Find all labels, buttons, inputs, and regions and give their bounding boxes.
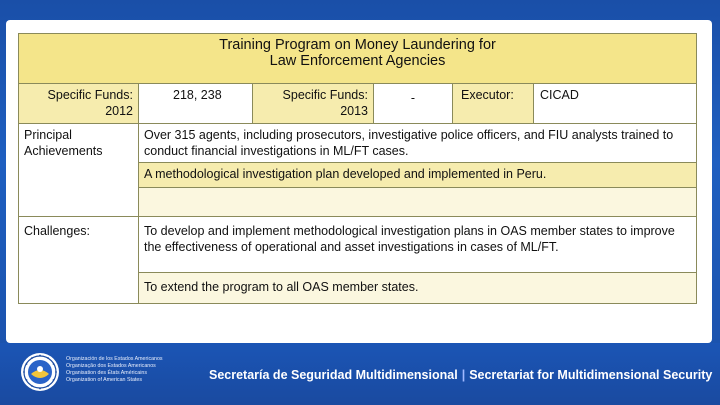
- challenges-label: Challenges:: [19, 217, 139, 304]
- title-line-1: Training Program on Money Laundering for: [219, 37, 496, 53]
- executor-label: Executor:: [453, 84, 534, 124]
- specific-funds-2012-label-line1: Specific Funds:: [47, 88, 133, 102]
- specific-funds-2012-value: 218, 238: [139, 84, 253, 124]
- achievement-item: A methodological investigation plan developed and implemented in Peru.: [139, 163, 697, 188]
- achievement-item-empty: [139, 188, 697, 217]
- program-table: [18, 33, 697, 304]
- specific-funds-2012-label: [19, 84, 139, 124]
- secretariat-es: Secretaría de Seguridad Multidimensional: [209, 368, 458, 382]
- org-name-pt: Organização dos Estados Americanos: [66, 363, 156, 369]
- org-name-fr: Organisation des États Américains: [66, 370, 147, 376]
- secretariat-separator: |: [461, 368, 466, 382]
- specific-funds-2013-value: -: [374, 84, 453, 124]
- achievements-label: [19, 124, 139, 217]
- specific-funds-2012-label-line2: 2012: [105, 104, 133, 118]
- specific-funds-2013-label: [253, 84, 374, 124]
- specific-funds-2013-label-line2: 2013: [340, 104, 368, 118]
- title-line-2: Law Enforcement Agencies: [269, 53, 446, 69]
- org-name-es: Organización de los Estados Americanos: [66, 356, 163, 362]
- oas-seal-icon: [20, 352, 60, 392]
- organization-names: [66, 356, 163, 384]
- secretariat-en: Secretariat for Multidimensional Security: [469, 368, 713, 382]
- secretariat-title: [209, 368, 712, 382]
- achievements-label-line2: Achievements: [24, 144, 103, 158]
- specific-funds-2013-label-line1: Specific Funds:: [282, 88, 368, 102]
- achievement-item: Over 315 agents, including prosecutors, investigative police officers, and FIU analysts trained to conduct financial investigations in ML/FT cases.: [139, 124, 697, 163]
- org-name-en: Organization of American States: [66, 377, 142, 383]
- challenge-item: To extend the program to all OAS member states.: [139, 273, 697, 304]
- table-title: [19, 34, 697, 84]
- achievements-label-line1: Principal: [24, 128, 72, 142]
- executor-value: CICAD: [534, 84, 697, 124]
- challenge-item: To develop and implement methodological investigation plans in OAS member states to improve the effectiveness of operational and asset investigations in cases of ML/FT.: [139, 217, 697, 273]
